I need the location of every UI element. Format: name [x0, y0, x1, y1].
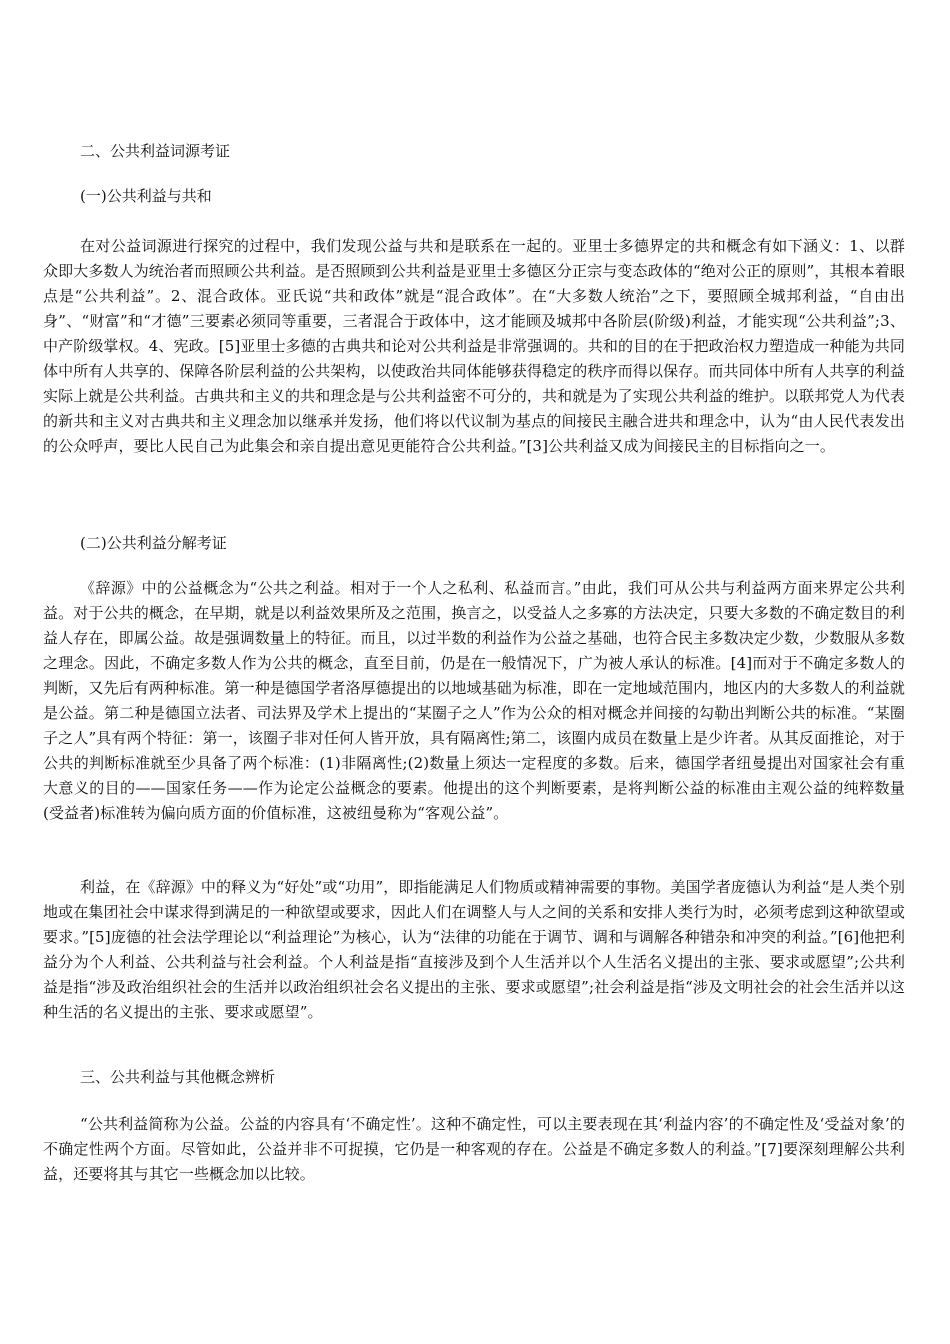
- section-two-heading: 二、公共利益词源考证: [80, 142, 231, 160]
- paragraph-concept-comparison: “公共利益简称为公益。公益的内容具有‘不确定性’。这种不确定性，可以主要表现在其‘利益内容’的不确定性及‘受益对象’的不确定性两个方面。尽管如此，公益并非不可捉摸，它仍是一种客观的存在。公益是不确定多数人的利益。”[7]要深刻理解公共利益，还要将其与其它一些概念加以比较。: [43, 1115, 905, 1183]
- paragraph-republic-public-interest: 在对公益词源进行探究的过程中，我们发现公益与共和是联系在一起的。亚里士多德界定的共和概念有如下涵义：1、以群众即大多数人为统治者而照顾公共利益。是否照顾到公共利益是亚里士多德区分正宗与变态政体的“绝对公正的原则”，其根本着眼点是“公共利益”。2、混合政体。亚氏说“共和政体”就是“混合政体”。在“大多数人统治”之下，要照顾全城邦利益，“自由出身”、“财富”和“才德”三要素必须同等重要，三者混合于政体中，这才能顾及城邦中各阶层(阶级)利益，才能实现“公共利益”;3、中产阶级掌权。4、宪政。[5]亚里士多德的古典共和论对公共利益是非常强调的。共和的目的在于把政治权力塑造成一种能为共同体中所有人共享的、保障各阶层利益的公共架构，以使政治共同体能够获得稳定的秩序而得以保存。而共同体中所有人共享的利益实际上就是公共利益。古典共和主义的共和理念是与公共利益密不可分的，共和就是为了实现公共利益的维护。以联邦党人为代表的新共和主义对古典共和主义理念加以继承并发扬，他们将以代议制为基点的间接民主融合进共和理念中，认为“由人民代表发出的公众呼声，要比人民自己为此集会和亲自提出意见更能符合公共利益。”[3]公共利益又成为间接民主的目标指向之一。: [43, 237, 905, 455]
- paragraph-public-interest-decomposition: 《辞源》中的公益概念为“公共之利益。相对于一个人之私利、私益而言。”由此，我们可从公共与利益两方面来界定公共利益。对于公共的概念，在早期，就是以利益效果所及之范围，换言之，以受益人之多寡的方法决定，只要大多数的不确定数目的利益人存在，即属公益。故是强调数量上的特征。而且，以过半数的利益作为公益之基础，也符合民主多数决定少数，少数服从多数之理念。因此，不确定多数人作为公共的概念，直至目前，仍是在一般情况下，广为被人承认的标准。[4]而对于不确定多数人的判断，又先后有两种标准。第一种是德国学者洛厚德提出的以地域基础为标准，即在一定地域范围内，地区内的大多数人的利益就是公益。第二种是德国立法者、司法界及学术上提出的“某圈子之人”作为公众的相对概念并间接的勾勒出判断公共的标准。“某圈子之人”具有两个特征：第一，该圈子非对任何人皆开放，具有隔离性;第二，该圈内成员在数量上是少许者。从其反面推论，对于公共的判断标准就至少具备了两个标准：(1)非隔离性;(2)数量上须达一定程度的多数。后来，德国学者纽曼提出对国家社会有重大意义的目的——国家任务——作为论定公益概念的要素。他提出的这个判断要素，是将判断公益的标准由主观公益的纯粹数量(受益者)标准转为偏向质方面的价值标准，这被纽曼称为“客观公益”。: [43, 579, 905, 822]
- paragraph-interest-definition: 利益，在《辞源》中的释义为“好处”或“功用”，即指能满足人们物质或精神需要的事物。美国学者庞德认为利益“是人类个别地或在集团社会中谋求得到满足的一种欲望或要求，因此人们在调整人与人之间的关系和安排人类行为时，必须考虑到这种欲望或要求。”[5]庞德的社会法学理论以“利益理论”为核心，认为“法律的功能在于调节、调和与调解各种错杂和冲突的利益。”[6]他把利益分为个人利益、公共利益与社会利益。个人利益是指“直接涉及到个人生活并以个人生活名义提出的主张、要求或愿望”;公共利益是指“涉及政治组织社会的生活并以政治组织社会名义提出的主张、要求或愿望”;社会利益是指“涉及文明社会的社会生活并以这种生活的名义提出的主张、要求或愿望”。: [43, 878, 905, 1021]
- subsection-two-heading: (二)公共利益分解考证: [80, 534, 227, 552]
- section-three-heading: 三、公共利益与其他概念辨析: [80, 1068, 276, 1086]
- subsection-one-heading: (一)公共利益与共和: [80, 187, 212, 205]
